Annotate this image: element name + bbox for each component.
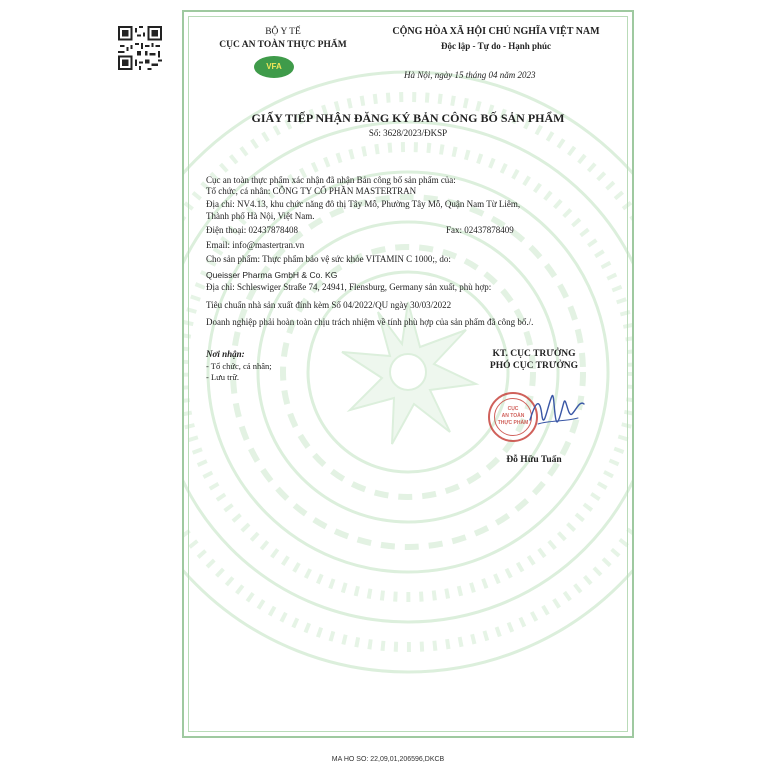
seal-text: CỤC <box>507 406 519 412</box>
republic-name: CỘNG HÒA XÃ HỘI CHỦ NGHĨA VIỆT NAM <box>392 26 600 37</box>
qr-code <box>118 26 162 70</box>
signature-title-2: PHÓ CỤC TRƯỞNG <box>489 361 579 371</box>
vfa-logo: VFA <box>254 56 294 78</box>
department-name: CỤC AN TOÀN THỰC PHẨM <box>219 40 347 50</box>
national-motto: Độc lập - Tự do - Hạnh phúc <box>440 41 551 51</box>
signer-name: Đỗ Hữu Tuấn <box>506 455 562 465</box>
recipient-item: - Lưu trữ. <box>206 372 240 382</box>
document-number: Số: 3628/2023/ĐKSP <box>368 128 448 138</box>
signature-title-1: KT. CỤC TRƯỞNG <box>492 349 576 359</box>
certificate-document <box>182 10 634 738</box>
intro-line: Cục an toàn thực phẩm xác nhận đã nhận Bản công bố sản phẩm của: <box>206 175 456 185</box>
seal-text: THỰC PHẨM <box>497 420 529 426</box>
document-title: GIẤY TIẾP NHẬN ĐĂNG KÝ BẢN CÔNG BỐ SẢN PHẨM <box>251 111 565 125</box>
seal-text: AN TOÀN <box>501 413 525 419</box>
manufacturer-line: Queisser Pharma GmbH & Co. KG <box>206 270 338 280</box>
recipients-heading: Nơi nhận: <box>206 349 245 359</box>
recipient-item: - Tổ chức, cá nhân; <box>206 361 272 371</box>
standard-line: Tiêu chuẩn nhà sản xuất đính kèm Số 04/2022/QU ngày 30/03/2022 <box>206 300 452 310</box>
place-date: Hà Nội, ngày 15 tháng 04 năm 2023 <box>404 70 536 80</box>
product-line: Cho sản phẩm: Thực phẩm bảo vệ sức khỏe VITAMIN C 1000;, do: <box>206 254 451 264</box>
manufacturer-address-line: Địa chỉ: Schleswiger Straße 74, 24941, Flensburg, Germany sản xuất, phù hợp: <box>206 282 492 292</box>
fax-line: Fax: 02437878409 <box>446 225 514 235</box>
email-line: Email: info@mastertran.vn <box>206 240 305 250</box>
ministry-name: BỘ Y TẾ <box>265 27 301 37</box>
address-line-1: Địa chỉ: NV4.13, khu chức năng đô thị Tây Mỗ, Phường Tây Mỗ, Quận Nam Từ Liêm, <box>206 199 521 209</box>
address-line-2: Thành phố Hà Nội, Việt Nam. <box>206 211 315 221</box>
organization-line: Tổ chức, cá nhân: CÔNG TY CỔ PHẦN MASTERTRAN <box>206 186 417 196</box>
handwritten-signature <box>524 390 588 436</box>
dossier-code: MA HO SO: 22,09,01,206596,DKCB <box>331 756 445 763</box>
phone-line: Điện thoại: 02437878408 <box>206 225 298 235</box>
responsibility-line: Doanh nghiệp phải hoàn toàn chịu trách nhiệm về tính phù hợp của sản phẩm đã công bố./. <box>206 317 534 327</box>
